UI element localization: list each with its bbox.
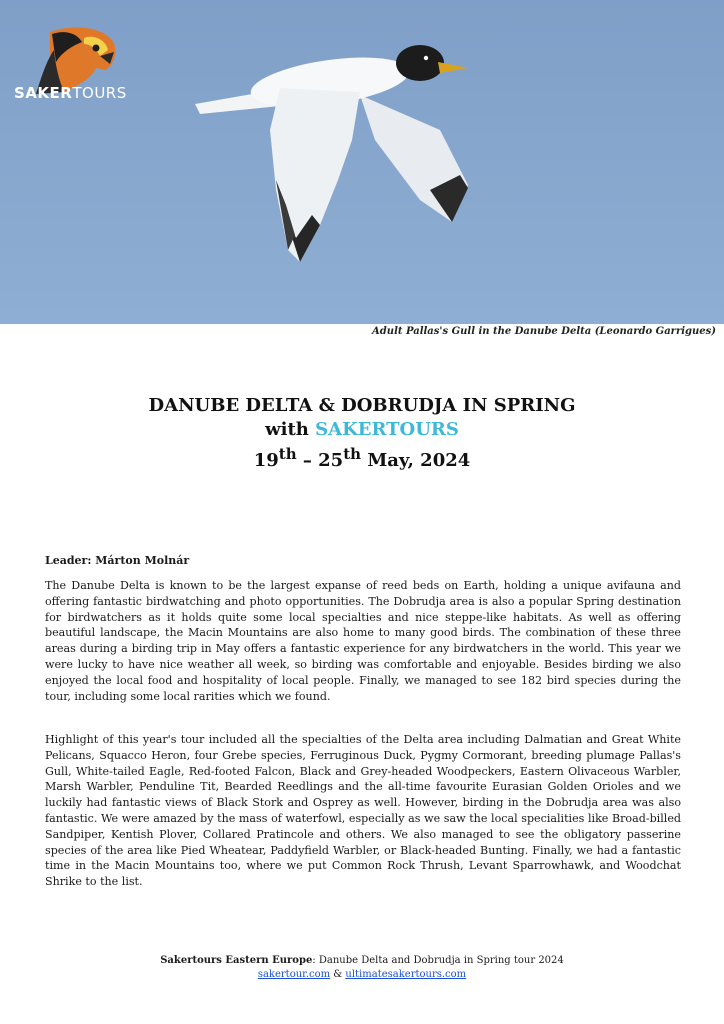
paragraph-highlights: Highlight of this year's tour included all the specialties of the Delta area including Dalmatian and Great White Pelicans, Squacco Heron, four Grebe species, Ferruginous Duck, Pygmy Cormorant, breeding plumage Pallas's Gull, White-tailed Eagle, Red-footed Falcon, Black and Grey-headed Woodpeckers, Eastern Olivaceous Warbler, Marsh Warbler, Penduline Tit, Bearded Reedlings and the all-time favourite Eurasian Golden Orioles and we luckily had fantastic views of Black Stork and Osprey as well. However, birding in the Dobrudja area was also fantastic. We were amazed by the mass of waterfowl, especially as we saw the local specialities like Broad-billed Sandpiper, Kentish Plover, Collared Pratincole and others. We also managed to see the obligatory passerine species of the area like Pied Wheatear, Paddyfield Warbler, or Black-headed Bunting. Finally, we had a fantastic time in the Macin Mountains too, where we put Common Rock Thrush, Levant Sparrowhawk, and Woodchat Shrike to the list. (45, 733, 681, 889)
page-title (0, 394, 724, 473)
footer-links: sakertour.com & ultimatesakertours.com (257, 969, 467, 980)
hero-photo (0, 0, 724, 324)
tour-dates: 19th – 25th May, 2024 (253, 445, 471, 471)
footer-line-1: Sakertours Eastern Europe: Danube Delta and Dobrudja in Spring tour 2024 (160, 955, 564, 966)
title-line-2: with SAKERTOURS (265, 419, 459, 440)
tour-leader: Leader: Márton Molnár (45, 554, 190, 567)
page-footer (0, 954, 724, 982)
footer-company: Sakertours Eastern Europe (160, 955, 313, 966)
link-ultimatesakertours[interactable]: ultimatesakertours.com (345, 969, 467, 980)
logo-text: SAKERTOURS (14, 84, 127, 102)
title-line-1: DANUBE DELTA & DOBRUDJA IN SPRING (148, 395, 576, 416)
link-sakertour[interactable]: sakertour.com (257, 969, 331, 980)
paragraph-intro: The Danube Delta is known to be the largest expanse of reed beds on Earth, holding a unique avifauna and offering fantastic birdwatching and photo opportunities. The Dobrudja area is also a popular Spring destination for birdwatchers as it holds quite some local specialties and nice steppe-like habitats. As well as offering beautiful landscape, the Macin Mountains are also home to many good birds. The combination of these three areas during a birding trip in May offers a fantastic experience for any birdwatchers in the world. This year we were lucky to have nice weather all week, so birding was comfortable and enjoyable. Besides birding we also enjoyed the local food and hospitality of local people. Finally, we managed to see 182 bird species during the tour, including some local rarities which we found. (45, 579, 681, 703)
brand-name: SAKERTOURS (315, 419, 459, 440)
photo-caption: Adult Pallas's Gull in the Danube Delta (Leonardo Garrigues) (372, 326, 716, 337)
